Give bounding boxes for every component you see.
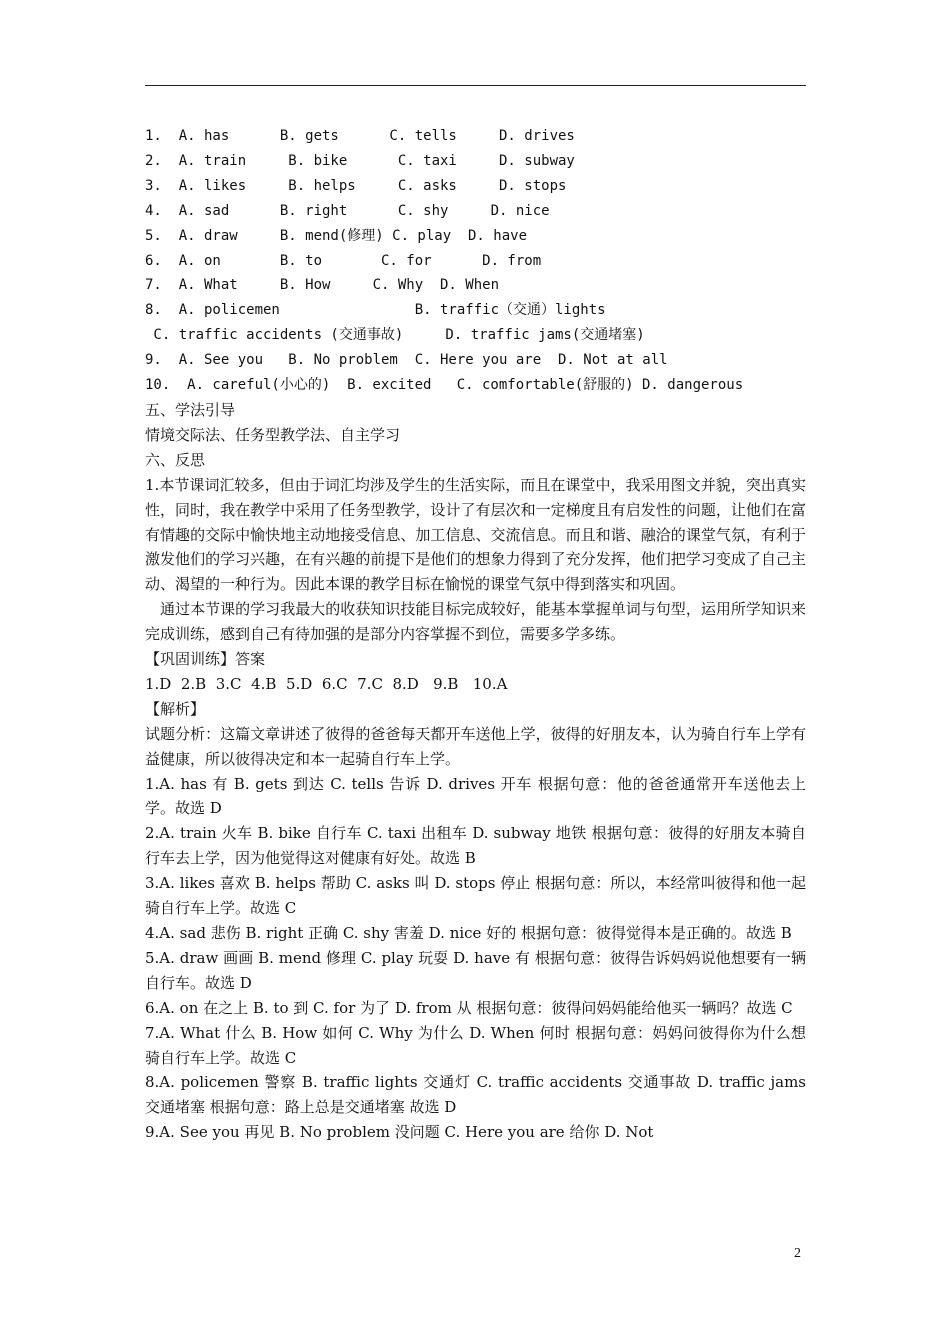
analysis-item: 6.A. on 在之上 B. to 到 C. for 为了 D. from 从 根据句意：彼得问妈妈能给他买一辆吗？故选 C — [145, 998, 793, 1017]
option-line: 9. A. See you B. No problem C. Here you are D. Not at all — [145, 352, 668, 369]
option-line: 10. A. careful(小心的) B. excited C. comfortable(舒服的) D. dangerous — [145, 377, 744, 394]
analysis-item: 4.A. sad 悲伤 B. right 正确 C. shy 害羞 D. nice 好的 根据句意：彼得觉得本是正确的。故选 B — [145, 924, 792, 942]
page-content — [145, 124, 806, 1145]
option-line: C. traffic accidents (交通事故) D. traffic jams(交通堵塞) — [145, 327, 645, 344]
reflection-paragraph: 1.本节课词汇较多，但由于词汇均涉及学生的生活实际，而且在课堂中，我采用图文并貌，突出真实性，同时，我在教学中采用了任务型教学，设计了有层次和一定梯度且有启发性的问题，让他们在富有情趣的交际中愉快地主动地接受信息、加工信息、交流信息。而且和谐、融洽的课堂气氛，有利于激发他们的学习兴趣，在有兴趣的前提下是他们的想象力得到了充分发挥，他们把学习变成了自己主动、渴望的一种行为。因此本课的教学目标在愉悦的课堂气氛中得到落实和巩固。 — [145, 475, 806, 594]
option-line: 5. A. draw B. mend(修理) C. play D. have — [145, 227, 528, 244]
option-line: 6. A. on B. to C. for D. from — [145, 252, 542, 269]
option-line: 3. A. likes B. helps C. asks D. stops — [145, 177, 567, 194]
analysis-item: 7.A. What 什么 B. How 如何 C. Why 为什么 D. When 何时 根据句意：妈妈问彼得你为什么想骑自行车上学。故选 C — [145, 1023, 806, 1067]
option-line: 1. A. has B. gets C. tells D. drives — [145, 128, 575, 144]
analysis-item: 3.A. likes 喜欢 B. helps 帮助 C. asks 叫 D. stops 停止 根据句意：所以，本经常叫彼得和他一起骑自行车上学。故选 C — [145, 874, 806, 918]
section-heading: 六、反思 — [145, 450, 206, 469]
analysis-item: 8.A. policemen 警察 B. traffic lights 交通灯 C. traffic accidents 交通事故 D. traffic jams 交通堵塞 根据句意：路上总是交通堵塞 故选 D — [145, 1073, 806, 1117]
page-number: 2 — [794, 1246, 801, 1261]
option-line: 7. A. What B. How C. Why D. When — [145, 277, 500, 294]
header-rule — [145, 85, 806, 86]
analysis-heading: 【解析】 — [145, 699, 206, 718]
answers-line: 1.D 2.B 3.C 4.B 5.D 6.C 7.C 8.D 9.B 10.A — [145, 674, 508, 693]
analysis-summary: 试题分析：这篇文章讲述了彼得的爸爸每天都开车送他上学，彼得的好朋友本，认为骑自行车上学有益健康，所以彼得决定和本一起骑自行车上学。 — [145, 724, 806, 768]
analysis-item: 2.A. train 火车 B. bike 自行车 C. taxi 出租车 D. subway 地铁 根据句意：彼得的好朋友本骑自行车去上学，因为他觉得这对健康有好处。故选 B — [145, 824, 806, 868]
analysis-item: 1.A. has 有 B. gets 到达 C. tells 告诉 D. drives 开车 根据句意：他的爸爸通常开车送他去上学。故选 D — [145, 774, 806, 818]
analysis-item: 9.A. See you 再见 B. No problem 没问题 C. Here you are 给你 D. Not — [145, 1123, 654, 1142]
answers-heading: 【巩固训练】答案 — [145, 650, 266, 669]
section-heading: 五、学法引导 — [145, 400, 236, 419]
option-line: 2. A. train B. bike C. taxi D. subway — [145, 152, 575, 169]
reflection-paragraph: 通过本节课的学习我最大的收获知识技能目标完成较好，能基本掌握单词与句型，运用所学知识来完成训练，感到自己有待加强的是部分内容掌握不到位，需要多学多练。 — [145, 600, 806, 644]
analysis-item: 5.A. draw 画画 B. mend 修理 C. play 玩耍 D. have 有 根据句意：彼得告诉妈妈说他想要有一辆自行车。故选 D — [145, 948, 806, 992]
section-text: 情境交际法、任务型教学法、自主学习 — [145, 425, 401, 444]
option-line: 4. A. sad B. right C. shy D. nice — [145, 202, 550, 219]
option-line: 8. A. policemen B. traffic（交通）lights — [145, 302, 606, 319]
